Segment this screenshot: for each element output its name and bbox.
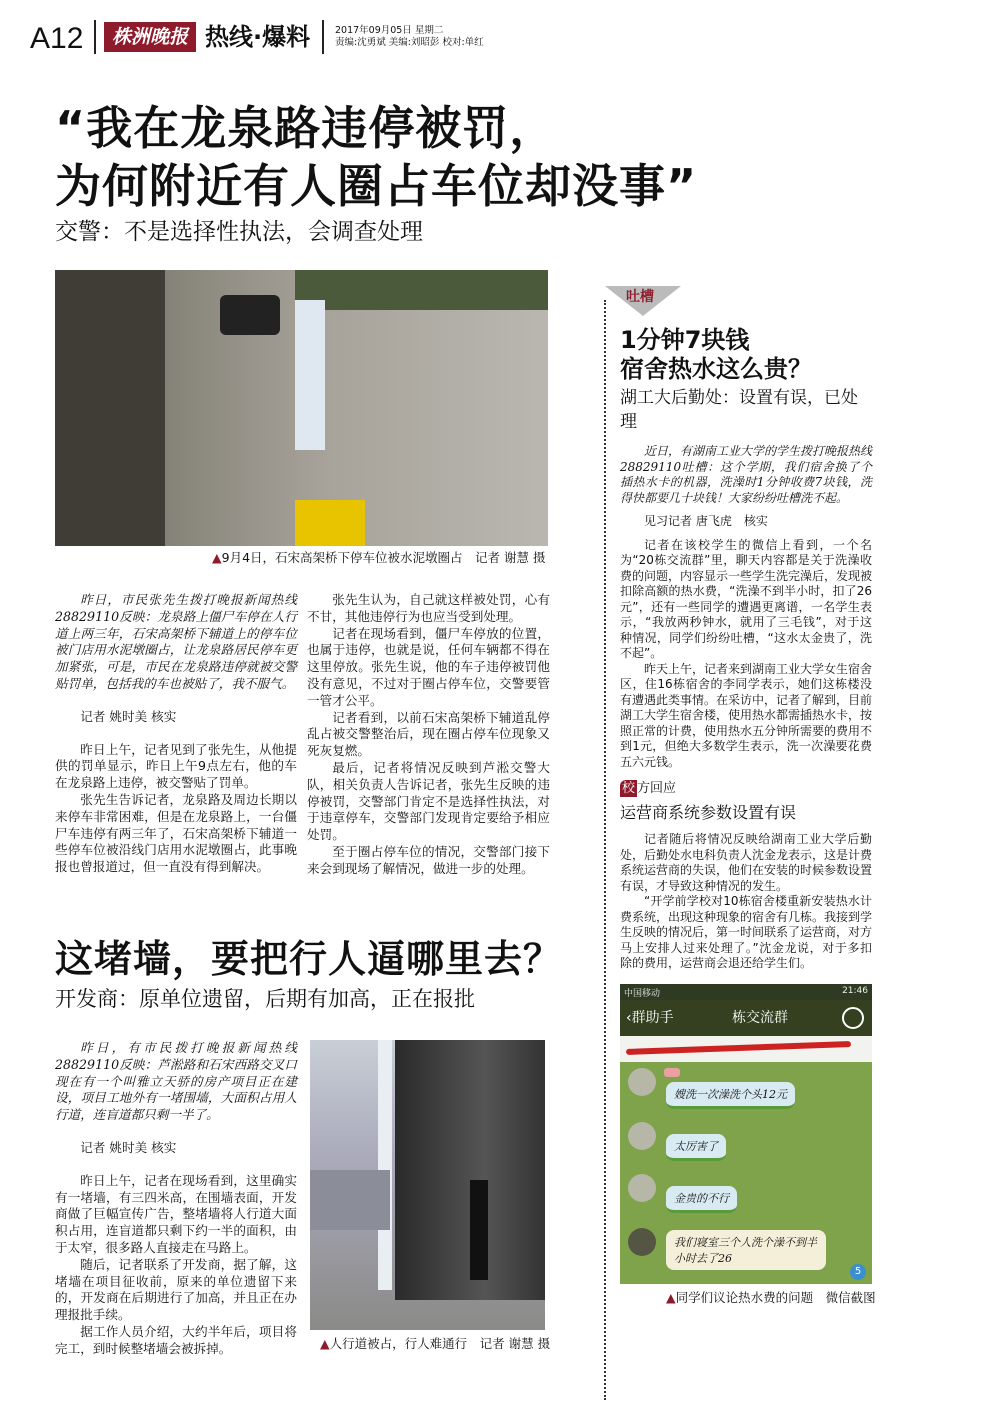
staff-credits: 责编:沈勇斌 美编:刘昭彭 校对:单红 (335, 37, 484, 48)
unread-badge[interactable]: 5 (850, 1264, 866, 1280)
paragraph: 张先生认为，自己就这样被处罚，心有不甘，其他违停行为也应当受到处理。 (307, 592, 550, 624)
divider (322, 20, 324, 54)
caption-text: 9月4日，石宋高架桥下停车位被水泥墩圈占 记者 谢慧 摄 (221, 550, 546, 565)
subheadline2: 开发商：原单位遗留，后期有加高，正在报批 (55, 987, 475, 1011)
newspaper-logo: 株洲晚报 (104, 22, 196, 52)
headline-line2: 为何附近有人圈占车位却没事” (55, 159, 698, 213)
wall-photo (310, 1040, 545, 1330)
paragraph: 记者随后将情况反映给湖南工业大学后勤处，后勤处水电科负责人沈金龙表示，这是计费系统运营商的失误，他们在安装的时候参数设置有误，才导致这种情况的发生。 (620, 832, 873, 893)
lead-paragraph: 近日，有湖南工业大学的学生拨打晚报热线28829110吐槽：这个学期，我们宿舍换了个插热水卡的机器，洗澡时1分钟收费7块钱，洗得快都要几十块钱！大家纷纷吐槽洗不起。 (620, 444, 873, 505)
status-bar (620, 984, 872, 1000)
group-name: 栋交流群 (732, 1009, 788, 1026)
paragraph: 记者看到，以前石宋高架桥下辅道乱停乱占被交警整治后，现在圈占停车位现象又死灰复燃。 (307, 709, 550, 759)
page-number: A12 (30, 22, 84, 55)
wechat-screenshot (620, 984, 872, 1284)
byline: 记者 姚时美 核实 (80, 708, 177, 724)
headline-line2: 宿舍热水这么贵？ (620, 355, 812, 383)
avatar (628, 1174, 656, 1202)
lead-paragraph: 昨日，有市民拨打晚报新闻热线28829110反映：芦淞路和石宋西路交叉口现在有一个叫雅立天骄的房产项目正在建设，项目工地外有一堵围墙，大面积占用人行道，连盲道都只剩一半了。 (55, 1040, 297, 1123)
sidebar-subheadline: 湖工大后勤处：设置有误，已处理 (620, 388, 858, 432)
sender-name (664, 1068, 680, 1077)
sidebar-flow (620, 326, 876, 1306)
issue-date: 2017年09月05日 星期二 (335, 25, 444, 36)
story1-column2 (307, 592, 550, 878)
paragraph: “开学前学校对10栋宿舍楼重新安装热水计费系统，出现这种现象的宿舍有几栋。我接到学生反映的情况后，第一时间联系了运营商，对方马上安排人过来处理了。”沈金龙说，对于多扣除的费用，运营商会退还给学生们。 (620, 894, 873, 970)
photo-caption (320, 1334, 550, 1352)
back-label: 群助手 (631, 1009, 674, 1026)
triangle-icon: ▲ (320, 1336, 330, 1351)
caption-text: 同学们议论热水费的问题 微信截图 (675, 1289, 876, 1305)
story1-column1 (55, 592, 297, 876)
lead-paragraph: 昨日，市民张先生拨打晚报新闻热线28829110反映：龙泉路上僵尸车停在人行道上两三年，石宋高架桥下辅道上的停车位被门店用水泥墩圈占，让龙泉路居民停车更加紧张，可是，市民在龙泉路违停就被交警贴罚单，包括我的车也被贴了，我不服气。 (55, 592, 297, 691)
avatar (628, 1228, 656, 1256)
paragraph: 最后，记者将情况反映到芦淞交警大队，相关负责人告诉记者，张先生反映的违停被罚，交警部门肯定不是选择性执法，对于违章停车，交警部门发现肯定要给予相应处罚。 (307, 759, 550, 843)
response-title: 运营商系统参数设置有误 (620, 803, 797, 822)
chat-bubble: 我们寝室三个人洗个澡不到半小时去了26 (666, 1230, 826, 1270)
paragraph: 记者在该校学生的微信上看到，一个名为“20栋交流群”里，聊天内容都是关于洗澡收费的问题，内容显示一些学生洗完澡后，发现被扣除高额的热水费，“洗澡不到半小时，扣了26元”，还有一些同学的遭遇更离谱，一名学生表示，“我放两秒钟水，就用了三毛钱”，对于这种情况，同学们纷纷吐槽，“这水太金贵了，洗不起”。 (620, 537, 873, 660)
headline-line1: “我在龙泉路违停被罚， (55, 101, 557, 155)
story2-column (55, 1040, 297, 1358)
divider (94, 20, 96, 54)
back-button[interactable]: ‹群助手 (626, 1009, 674, 1026)
avatar (628, 1068, 656, 1096)
paragraph: 昨日上午，记者见到了张先生，从他提供的罚单显示，昨日上午9点左右，他的车在龙泉路上违停，被交警贴了罚单。 (55, 741, 297, 791)
byline: 见习记者 唐飞虎 核实 (644, 514, 768, 528)
response-column (620, 832, 872, 972)
response-tag (620, 780, 872, 798)
sidebar-headline (620, 326, 872, 384)
photo-caption (212, 548, 545, 566)
sidebar-dotted-border (604, 300, 606, 1400)
paragraph: 昨天上午，记者来到湖南工业大学女生宿舍区，住16栋宿舍的李同学表示，她们这栋楼没有遭遇此类事情。在采访中，记者了解到，目前湖工大学生宿舍楼，使用热水都需插热水卡，按照正常的计费，使用热水五分钟所需要的费用不到1元，但绝大多数学生表示，洗一次澡要花费五六元钱。 (620, 661, 873, 769)
carrier: 中国移动 (624, 988, 661, 999)
chat-bubble: 太厉害了 (666, 1134, 726, 1161)
avatar (628, 1122, 656, 1150)
notice-bar (620, 1036, 872, 1062)
paragraph: 昨日上午，记者在现场看到，这里确实有一堵墙，有三四米高，在围墙表面，开发商做了巨幅宣传广告，整堵墙将人行道大面积占用，连盲道都只剩下约一半的面积，由于太窄，很多路人直接走在马路上。 (55, 1172, 297, 1255)
paragraph: 随后，记者联系了开发商，据了解，这堵墙在项目征收前，原来的单位遗留下来的，开发商在后期进行了加高，并且正在办理报批手续。 (55, 1256, 297, 1323)
response-tag-mark: 校 (622, 781, 636, 796)
response-tag-text: 方回应 (637, 781, 677, 796)
chat-bubble: 嫂洗一次澡洗个头12元 (666, 1082, 795, 1109)
paragraph: 记者在现场看到，僵尸车停放的位置，也属于违停，也就是说，任何车辆都不得在这里停放。张先生说，他的车子违停被罚他没有意见，不过对于圈占停车位，交警要管一管才公平。 (307, 625, 550, 708)
chat-header (620, 1000, 872, 1036)
sidebar-column (620, 444, 872, 770)
photo-caption (666, 1288, 876, 1306)
paragraph: 据工作人员介绍，大约半年后，项目将完工，到时候整堵墙会被拆掉。 (55, 1323, 297, 1356)
subheadline: 交警：不是选择性执法，会调查处理 (55, 219, 423, 245)
triangle-icon: ▲ (666, 1289, 676, 1305)
headline-line1: 1分钟7块钱 (620, 326, 750, 354)
section-title: 热线·爆料 (205, 23, 311, 51)
triangle-icon: ▲ (212, 550, 222, 565)
byline: 记者 姚时美 核实 (80, 1139, 177, 1155)
sidebar-tag: 吐槽 (626, 289, 654, 305)
issue-info (335, 25, 484, 49)
group-info-icon[interactable] (842, 1007, 864, 1029)
parking-photo (55, 270, 548, 546)
caption-text: 人行道被占，行人难通行 记者 谢慧 摄 (329, 1336, 551, 1351)
headline2: 这堵墙，要把行人逼哪里去？ (55, 937, 563, 981)
paragraph: 张先生告诉记者，龙泉路及周边长期以来停车非常困难，但是在龙泉路上，一台僵尸车违停有两三年了，石宋高架桥下辅道一些停车位被沿线门店用水泥墩圈占，此事晚报也曾报道过，但一直没有得到解决。 (55, 791, 297, 875)
clock: 21:46 (842, 985, 868, 996)
chat-bubble: 金贵的不行 (666, 1186, 737, 1213)
paragraph: 至于圈占停车位的情况，交警部门接下来会到现场了解情况，做进一步的处理。 (307, 843, 550, 876)
